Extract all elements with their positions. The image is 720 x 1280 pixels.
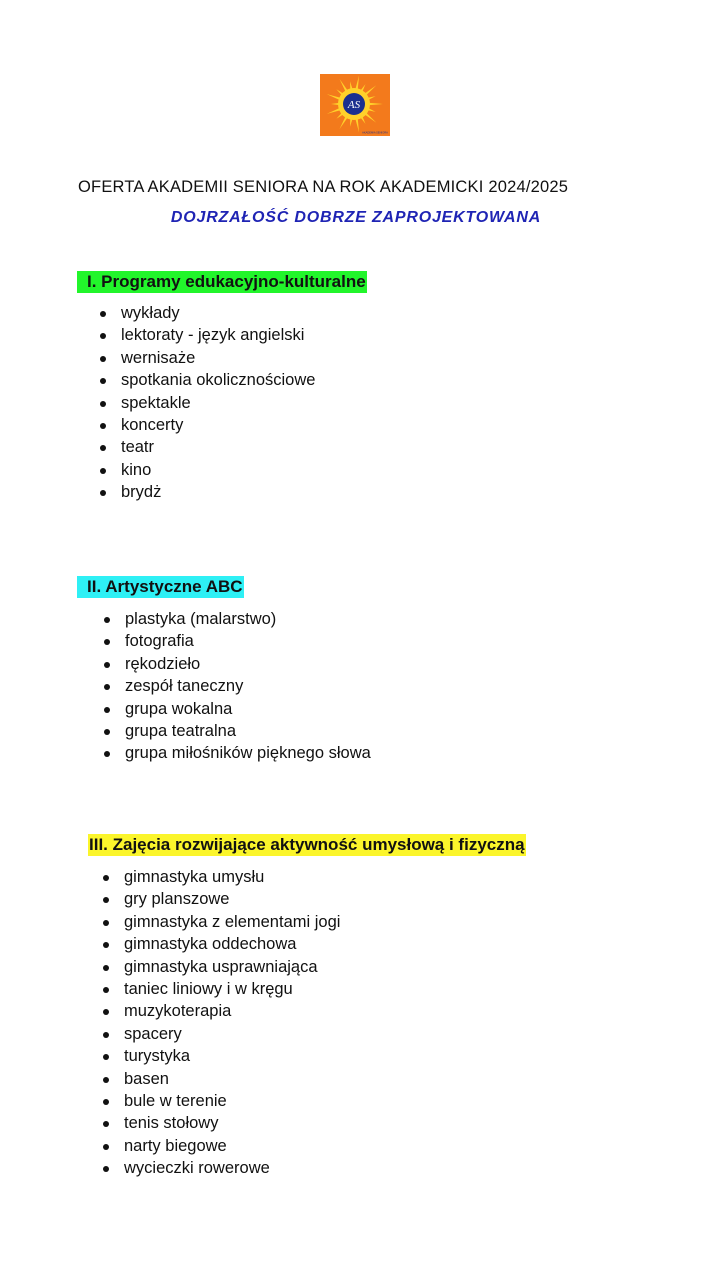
list-item: fotografia	[104, 630, 371, 652]
list-item: kino	[100, 459, 315, 481]
list-item: brydż	[100, 481, 315, 503]
section-3-list	[103, 866, 340, 1179]
page-title: OFERTA AKADEMII SENIORA NA ROK AKADEMICKI 2024/2025	[78, 178, 569, 196]
list-item: gimnastyka usprawniająca	[103, 956, 340, 978]
list-item: gimnastyka umysłu	[103, 866, 340, 888]
list-item: gimnastyka oddechowa	[103, 933, 340, 955]
list-item: spacery	[103, 1023, 340, 1045]
section-2-list	[104, 608, 371, 765]
list-item: teatr	[100, 436, 315, 458]
list-item: lektoraty - język angielski	[100, 324, 315, 346]
list-item: spektakle	[100, 392, 315, 414]
list-item: bule w terenie	[103, 1090, 340, 1112]
list-item: koncerty	[100, 414, 315, 436]
list-item: tenis stołowy	[103, 1112, 340, 1134]
section-heading-2: II. Artystyczne ABC	[77, 576, 244, 598]
list-item: taniec liniowy i w kręgu	[103, 978, 340, 1000]
list-item: grupa miłośników pięknego słowa	[104, 742, 371, 764]
section-1-list	[100, 302, 315, 504]
list-item: zespół taneczny	[104, 675, 371, 697]
list-item: rękodzieło	[104, 653, 371, 675]
list-item: turystyka	[103, 1045, 340, 1067]
list-item: narty biegowe	[103, 1135, 340, 1157]
page-subtitle: DOJRZAŁOŚĆ DOBRZE ZAPROJEKTOWANA	[170, 209, 542, 226]
list-item: spotkania okolicznościowe	[100, 369, 315, 391]
list-item: wycieczki rowerowe	[103, 1157, 340, 1179]
section-heading-1: I. Programy edukacyjno-kulturalne	[77, 271, 367, 293]
sun-logo-icon	[320, 74, 390, 136]
list-item: basen	[103, 1068, 340, 1090]
list-item: plastyka (malarstwo)	[104, 608, 371, 630]
logo-caption: AKADEMIA SENIORA	[362, 131, 388, 135]
logo-text: AS	[347, 99, 361, 111]
list-item: grupa teatralna	[104, 720, 371, 742]
list-item: gry planszowe	[103, 888, 340, 910]
list-item: grupa wokalna	[104, 698, 371, 720]
list-item: gimnastyka z elementami jogi	[103, 911, 340, 933]
list-item: wernisaże	[100, 347, 315, 369]
section-heading-3: III. Zajęcia rozwijające aktywność umysłową i fizyczną	[89, 835, 525, 854]
list-item: muzykoterapia	[103, 1000, 340, 1022]
list-item: wykłady	[100, 302, 315, 324]
